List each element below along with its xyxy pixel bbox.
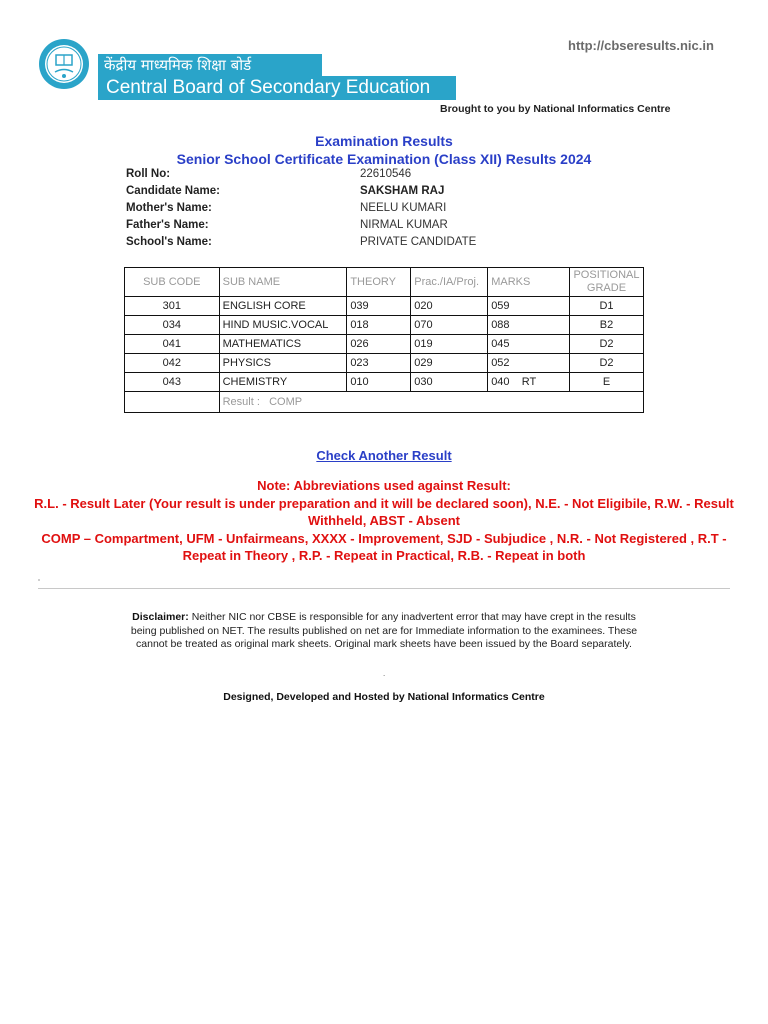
table-row — [125, 316, 644, 335]
candidate-info — [126, 168, 546, 253]
marks-cell: 045 — [488, 335, 570, 354]
marks-cell: 052 — [488, 354, 570, 373]
grade-cell: D1 — [569, 297, 643, 316]
theory-cell: 026 — [347, 335, 411, 354]
marks-cell: 088 — [488, 316, 570, 335]
roll-no-value: 22610546 — [360, 168, 412, 180]
theory-cell: 023 — [347, 354, 411, 373]
table-header-row — [125, 268, 644, 297]
col-header-marks: MARKS — [488, 268, 570, 297]
table-row — [125, 335, 644, 354]
sub-name-cell: PHYSICS — [219, 354, 347, 373]
grade-cell: B2 — [569, 316, 643, 335]
sub-name-cell: CHEMISTRY — [219, 373, 347, 392]
prac-cell: 030 — [411, 373, 488, 392]
disclaimer-label: Disclaimer: — [132, 611, 189, 623]
disclaimer-dot: . — [383, 669, 386, 678]
candidate-name-label: Candidate Name: — [126, 185, 220, 197]
col-header-sub-name: SUB NAME — [219, 268, 347, 297]
theory-cell: 039 — [347, 297, 411, 316]
candidate-name-row — [126, 185, 546, 202]
hindi-title-banner — [98, 54, 322, 76]
disclaimer — [124, 611, 644, 652]
prac-cell: 019 — [411, 335, 488, 354]
mother-name-value: NEELU KUMARI — [360, 202, 447, 214]
school-name-label: School's Name: — [126, 236, 212, 248]
result-empty-cell — [125, 392, 220, 413]
note-line-1: R.L. - Result Later (Your result is under preparation and it will be declared soon), N.E. - Not Eligibile, R.W. - Result Withheld, ABST - Absent — [34, 495, 734, 528]
col-header-sub-code: SUB CODE — [125, 268, 220, 297]
site-url-link[interactable]: http://cbseresults.nic.in — [568, 38, 714, 53]
grade-cell: D2 — [569, 354, 643, 373]
roll-no-label: Roll No: — [126, 168, 171, 180]
prac-cell: 070 — [411, 316, 488, 335]
sub-name-cell: HIND MUSIC.VOCAL — [219, 316, 347, 335]
candidate-name-value: SAKSHAM RAJ — [360, 185, 445, 197]
english-title: Central Board of Secondary Education — [106, 77, 431, 98]
father-name-label: Father's Name: — [126, 219, 209, 231]
table-row — [125, 297, 644, 316]
page-title: Examination Results — [315, 133, 453, 149]
table-row — [125, 373, 644, 392]
col-header-theory: THEORY — [347, 268, 411, 297]
footer-credit: Designed, Developed and Hosted by National Informatics Centre — [223, 691, 545, 703]
grade-cell: D2 — [569, 335, 643, 354]
prac-cell: 029 — [411, 354, 488, 373]
sub-name-cell: MATHEMATICS — [219, 335, 347, 354]
abbreviations-note — [30, 477, 738, 565]
hindi-title: केंद्रीय माध्यमिक शिक्षा बोर्ड — [104, 56, 252, 74]
note-line-2: COMP – Compartment, UFM - Unfairmeans, XXXX - Improvement, SJD - Subjudice , N.R. - Not Registered , R.T - Repeat in Theory , R.P. - Repeat in Practical, R.B. - Repeat in both — [41, 530, 727, 563]
school-name-value: PRIVATE CANDIDATE — [360, 236, 477, 248]
marks-cell: 059 — [488, 297, 570, 316]
theory-cell: 010 — [347, 373, 411, 392]
col-header-prac: Prac./IA/Proj. — [411, 268, 488, 297]
cbse-emblem-icon — [38, 38, 90, 90]
result-row — [125, 392, 644, 413]
mother-name-row — [126, 202, 546, 219]
col-header-positional-grade: POSITIONAL GRADE — [569, 268, 643, 297]
marks-table — [124, 267, 644, 413]
disclaimer-text: Neither NIC nor CBSE is responsible for any inadvertent error that may have crept in the results being published on NET. The results published on net are for Immediate information to the examinees. These cannot be treated as original mark sheets. Original mark sheets have been issued by the Board separately. — [130, 611, 638, 650]
divider-dot — [38, 579, 40, 581]
result-cell: Result : COMP — [219, 392, 643, 413]
sub-code-cell: 034 — [125, 316, 220, 335]
sub-code-cell: 041 — [125, 335, 220, 354]
theory-cell: 018 — [347, 316, 411, 335]
exam-title: Senior School Certificate Examination (Class XII) Results 2024 — [176, 151, 592, 167]
brought-by-text: Brought to you by National Informatics Centre — [440, 103, 671, 115]
divider — [38, 588, 730, 589]
grade-cell: E — [569, 373, 643, 392]
check-another-result-link[interactable]: Check Another Result — [316, 448, 452, 463]
marks-cell: 040 RT — [488, 373, 570, 392]
roll-no-row — [126, 168, 546, 185]
english-title-banner — [98, 76, 456, 100]
table-row — [125, 354, 644, 373]
sub-name-cell: ENGLISH CORE — [219, 297, 347, 316]
note-heading: Note: Abbreviations used against Result: — [257, 478, 511, 493]
sub-code-cell: 043 — [125, 373, 220, 392]
father-name-value: NIRMAL KUMAR — [360, 219, 448, 231]
prac-cell: 020 — [411, 297, 488, 316]
mother-name-label: Mother's Name: — [126, 202, 212, 214]
school-name-row — [126, 236, 546, 253]
sub-code-cell: 042 — [125, 354, 220, 373]
sub-code-cell: 301 — [125, 297, 220, 316]
father-name-row — [126, 219, 546, 236]
